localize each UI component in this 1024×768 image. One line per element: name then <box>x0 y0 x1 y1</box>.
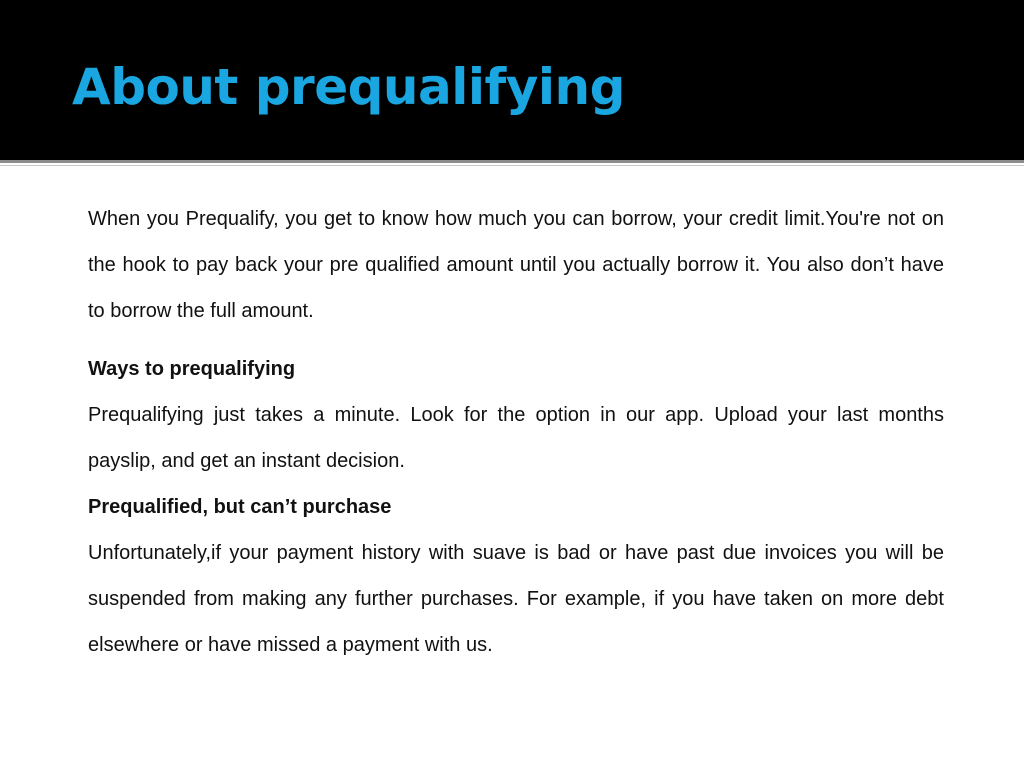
title-divider <box>0 160 1024 163</box>
title-divider-thin <box>0 165 1024 166</box>
title-band <box>0 0 1024 160</box>
section-heading-ways: Ways to prequalifying <box>88 358 296 380</box>
section-body-ways: Prequalifying just takes a minute. Look for the option in our app. Upload your last months payslip, and get an instant decision. <box>88 404 944 472</box>
intro-paragraph: When you Prequalify, you get to know how much you can borrow, your credit limit.You're not on the hook to pay back your pre qualified amount until you actually borrow it. You also don’t have to borrow the full amount. <box>88 208 944 322</box>
slide-title: About prequalifying <box>72 58 625 116</box>
section-heading-cant-purchase: Prequalified, but can’t purchase <box>88 496 392 518</box>
slide-body <box>88 196 944 668</box>
section-body-cant-purchase: Unfortunately,if your payment history with suave is bad or have past due invoices you will be suspended from making any further purchases. For example, if you have taken on more debt elsewhere or have missed a payment with us. <box>88 542 944 656</box>
